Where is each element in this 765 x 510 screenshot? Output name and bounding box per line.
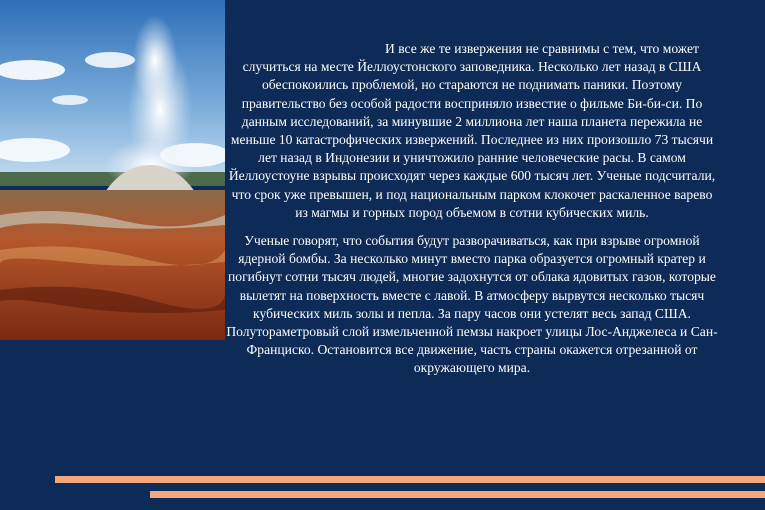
- body-text: [226, 40, 718, 378]
- geyser-photo-illustration: [0, 0, 225, 340]
- geyser-photo: [0, 0, 225, 340]
- decorative-stripe-bottom: [150, 491, 765, 498]
- paragraph-1: И все же те извержения не сравнимы с тем, что может случиться на месте Йеллоустонского заповедника. Несколько лет назад в США обеспокоились проблемой, но стараются не поднимать паники. Поэтому правительство без особой радости восприняло известие о фильме Би-би-си. По данным исследований, за минувшие 2 миллиона лет наша планета пережила не меньше 10 катастрофических извержений. Последнее из них произошло 73 тысячи лет назад в Индонезии и уничтожило ранние человеческие расы. В самом Йеллоустоуне взрывы происходят через каждые 600 тысяч лет. Ученые подсчитали, что срок уже превышен, и под национальным парком клокочет раскаленное варево из магмы и горных пород объемом в сотни кубических миль.: [228, 41, 716, 220]
- paragraph-2: Ученые говорят, что события будут разворачиваться, как при взрыве огромной ядерной бомбы. За несколько минут вместо парка образуется огромный кратер и погибнут сотни тысяч людей, многие задохнутся от облака ядовитых газов, которые вылетят на поверхность вместе с лавой. В атмосферу вырвутся несколько тысяч кубических миль золы и пепла. За пару часов они устелят весь запад США. Полутораметровый слой измельченной пемзы накроет улицы Лос-Анджелеса и Сан-Франциско. Остановится все движение, часть страны окажется отрезанной от окружающего мира.: [226, 233, 718, 376]
- decorative-stripe-top: [55, 476, 765, 483]
